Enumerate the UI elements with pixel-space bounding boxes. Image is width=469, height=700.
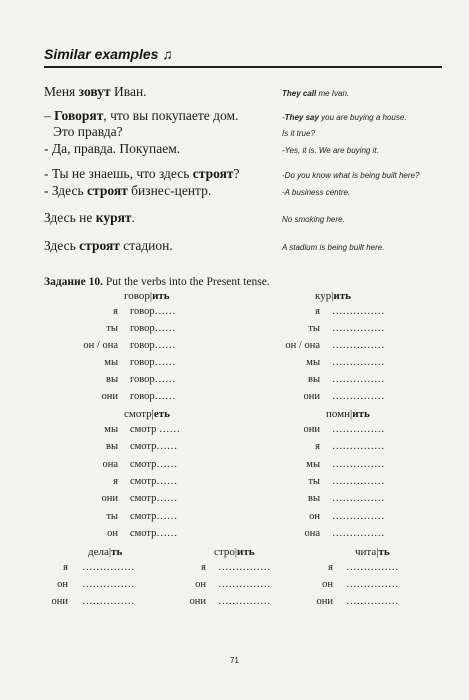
text-fragment: , что вы покупаете дом. — [103, 108, 239, 123]
text-fragment: ? — [233, 166, 240, 181]
blank-answer-field[interactable]: …………… — [346, 596, 399, 607]
blank-answer-field[interactable]: …………… — [346, 562, 399, 573]
emphasized-verb: курят — [95, 210, 132, 225]
text-fragment: No smoking here. — [282, 215, 345, 224]
blank-answer-field[interactable]: …………… — [82, 596, 135, 607]
pronoun: вы — [105, 441, 118, 453]
verb-ending: ть — [378, 546, 390, 558]
text-fragment: - Здесь — [44, 183, 88, 198]
example-english — [282, 243, 384, 252]
conjugation-row — [58, 391, 176, 402]
pronoun: она — [304, 527, 320, 539]
blank-answer-field[interactable]: …………… — [332, 475, 385, 487]
conjugation-row — [58, 374, 176, 385]
conjugation-row — [262, 458, 385, 470]
text-fragment: Is it true? — [282, 129, 315, 138]
conjugation-row — [58, 493, 178, 505]
emphasized-verb: They call — [282, 89, 317, 98]
blank-answer-field[interactable]: …………… — [332, 323, 385, 334]
conjugation-row — [262, 306, 385, 317]
emphasized-verb: Говорят — [54, 108, 104, 123]
title-underline — [44, 66, 442, 68]
conjugation-row — [262, 493, 385, 505]
verb-stem: кур| — [315, 290, 334, 302]
pronoun: ты — [308, 475, 320, 487]
conjugation-row — [295, 596, 399, 607]
pronoun: он — [57, 579, 68, 590]
pronoun: они — [303, 391, 320, 402]
pronoun: они — [303, 424, 320, 435]
conjugation-row — [58, 441, 178, 453]
blank-answer-field[interactable]: смотр …… — [130, 424, 181, 435]
blank-answer-field[interactable]: …………… — [332, 527, 385, 539]
verb-ending: еть — [153, 408, 170, 420]
example-english — [282, 146, 379, 155]
blank-answer-field[interactable]: …………… — [332, 441, 385, 453]
conjugation-row — [58, 458, 178, 470]
text-fragment: Это правда? — [53, 124, 123, 139]
pronoun: ты — [106, 510, 118, 522]
blank-answer-field[interactable]: …………… — [82, 579, 135, 590]
text-fragment: you are buying a house. — [318, 113, 407, 122]
pronoun: мы — [104, 357, 118, 368]
text-fragment: стадион. — [119, 238, 173, 253]
pronoun: вы — [307, 374, 320, 385]
example-russian — [44, 183, 211, 199]
verb-infinitive — [214, 546, 255, 558]
verb-ending: ить — [152, 290, 170, 302]
verb-ending: ть — [111, 546, 123, 558]
verb-ending: ить — [333, 290, 351, 302]
verb-infinitive — [124, 290, 170, 302]
example-english — [282, 171, 419, 180]
example-russian — [44, 84, 147, 100]
verb-stem: говор| — [124, 290, 153, 302]
blank-answer-field[interactable]: говор…… — [130, 374, 176, 385]
example-english — [282, 89, 349, 98]
blank-answer-field[interactable]: смотр…… — [130, 441, 178, 453]
example-russian — [44, 238, 173, 254]
conjugation-row — [30, 562, 135, 573]
pronoun: я — [201, 562, 206, 573]
task-heading — [44, 276, 270, 288]
conjugation-row — [262, 374, 385, 385]
conjugation-row — [262, 340, 385, 351]
text-fragment: - Ты не знаешь, что здесь — [44, 166, 193, 181]
verb-stem: помн| — [326, 408, 353, 420]
example-english — [282, 129, 315, 138]
blank-answer-field[interactable]: …………… — [218, 579, 271, 590]
example-russian — [53, 124, 123, 140]
pronoun: я — [315, 306, 320, 317]
section-title: Similar examples ♫ — [44, 46, 173, 62]
conjugation-row — [262, 391, 385, 402]
pronoun: он / она — [285, 340, 320, 351]
blank-answer-field[interactable]: …………… — [332, 340, 385, 351]
example-english — [282, 215, 345, 224]
text-fragment: Меня — [44, 84, 79, 99]
blank-answer-field[interactable]: …………… — [332, 458, 385, 470]
text-fragment: Иван. — [110, 84, 147, 99]
task-number: Задание 10. — [44, 276, 103, 288]
blank-answer-field[interactable]: смотр…… — [130, 493, 178, 505]
conjugation-row — [30, 596, 135, 607]
verb-stem: дела| — [88, 546, 112, 558]
pronoun: я — [63, 562, 68, 573]
pronoun: ты — [106, 323, 118, 334]
text-fragment: -Yes, it is. We are buying it. — [282, 146, 379, 155]
blank-answer-field[interactable]: …………… — [332, 374, 385, 385]
conjugation-row — [170, 562, 271, 573]
conjugation-row — [262, 510, 385, 522]
verb-infinitive — [355, 546, 390, 558]
blank-answer-field[interactable]: смотр…… — [130, 475, 178, 487]
blank-answer-field[interactable]: …………… — [332, 391, 385, 402]
pronoun: они — [101, 493, 118, 505]
blank-answer-field[interactable]: …………… — [346, 579, 399, 590]
text-fragment: A stadium is being built here. — [282, 243, 385, 252]
pronoun: вы — [105, 374, 118, 385]
example-russian — [44, 166, 240, 182]
blank-answer-field[interactable]: говор…… — [130, 306, 176, 317]
emphasized-verb: строят — [79, 238, 120, 253]
pronoun: он — [322, 579, 333, 590]
example-russian — [44, 108, 238, 124]
pronoun: я — [113, 306, 118, 317]
pronoun: я — [328, 562, 333, 573]
conjugation-row — [58, 340, 176, 351]
pronoun: мы — [306, 357, 320, 368]
pronoun: я — [113, 475, 118, 487]
pronoun: я — [315, 441, 320, 453]
pronoun: они — [189, 596, 206, 607]
conjugation-row — [58, 357, 176, 368]
conjugation-row — [262, 441, 385, 453]
blank-answer-field[interactable]: смотр…… — [130, 510, 178, 522]
example-russian — [44, 210, 135, 226]
text-fragment: - Да, правда. Покупаем. — [44, 141, 181, 156]
conjugation-row — [262, 323, 385, 334]
blank-answer-field[interactable]: …………… — [218, 562, 271, 573]
verb-stem: чита| — [355, 546, 379, 558]
blank-answer-field[interactable]: …………… — [332, 493, 385, 505]
example-russian — [44, 141, 180, 157]
pronoun: вы — [307, 493, 320, 505]
blank-answer-field[interactable]: …………… — [218, 596, 271, 607]
pronoun: он — [195, 579, 206, 590]
verb-stem: смотр| — [124, 408, 154, 420]
example-english — [282, 113, 407, 122]
verb-infinitive — [315, 290, 351, 302]
pronoun: он — [107, 527, 118, 539]
verb-infinitive — [88, 546, 122, 558]
text-fragment: -A business centre. — [282, 188, 351, 197]
verb-ending: ить — [237, 546, 255, 558]
text-fragment: Здесь не — [44, 210, 96, 225]
blank-answer-field[interactable]: …………… — [332, 510, 385, 522]
blank-answer-field[interactable]: …………… — [332, 424, 385, 435]
emphasized-verb: зовут — [78, 84, 111, 99]
conjugation-row — [262, 527, 385, 539]
pronoun: они — [101, 391, 118, 402]
conjugation-row — [170, 579, 271, 590]
emphasized-verb: They say — [284, 113, 319, 122]
conjugation-row — [30, 579, 135, 590]
conjugation-row — [58, 306, 176, 317]
conjugation-row — [262, 475, 385, 487]
text-fragment: – — [44, 108, 55, 123]
blank-answer-field[interactable]: говор…… — [130, 323, 176, 334]
pronoun: они — [316, 596, 333, 607]
conjugation-row — [58, 527, 178, 539]
pronoun: он / она — [83, 340, 118, 351]
text-fragment: me Ivan. — [316, 89, 350, 98]
pronoun: она — [102, 458, 118, 470]
blank-answer-field[interactable]: смотр…… — [130, 527, 178, 539]
blank-answer-field[interactable]: смотр…… — [130, 458, 178, 470]
pronoun: мы — [104, 424, 118, 435]
blank-answer-field[interactable]: говор…… — [130, 391, 176, 402]
conjugation-row — [58, 475, 178, 487]
pronoun: ты — [308, 323, 320, 334]
blank-answer-field[interactable]: …………… — [332, 357, 385, 368]
conjugation-row — [295, 579, 399, 590]
text-fragment: бизнес-центр. — [127, 183, 212, 198]
emphasized-verb: строят — [87, 183, 128, 198]
text-fragment: Здесь — [44, 238, 80, 253]
text-fragment: . — [131, 210, 135, 225]
example-english — [282, 188, 350, 197]
pronoun: он — [309, 510, 320, 522]
pronoun: они — [51, 596, 68, 607]
text-fragment: -Do you know what is being built here? — [282, 171, 420, 180]
conjugation-row — [170, 596, 271, 607]
blank-answer-field[interactable]: …………… — [332, 306, 385, 317]
task-instruction: Put the verbs into the Present tense. — [103, 276, 270, 288]
emphasized-verb: строят — [192, 166, 234, 181]
blank-answer-field[interactable]: …………… — [82, 562, 135, 573]
pronoun: мы — [306, 458, 320, 470]
conjugation-row — [295, 562, 399, 573]
text-fragment: - — [282, 113, 285, 122]
blank-answer-field[interactable]: говор…… — [130, 357, 176, 368]
conjugation-row — [58, 323, 176, 334]
verb-infinitive — [326, 408, 370, 420]
page-number: 71 — [230, 656, 239, 665]
conjugation-row — [58, 424, 181, 435]
blank-answer-field[interactable]: говор…… — [130, 340, 176, 351]
conjugation-row — [262, 357, 385, 368]
verb-infinitive — [124, 408, 170, 420]
conjugation-row — [262, 424, 385, 435]
verb-stem: стро| — [214, 546, 238, 558]
verb-ending: ить — [352, 408, 370, 420]
conjugation-row — [58, 510, 178, 522]
